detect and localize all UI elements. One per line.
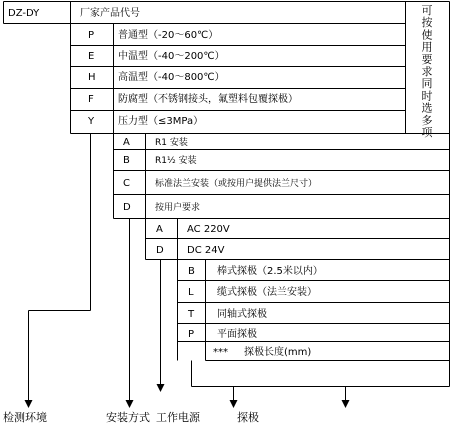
probe-label: 同轴式探极 <box>217 309 267 320</box>
power-label: AC 220V <box>187 224 230 235</box>
header-title: 厂家产品代号 <box>80 8 140 19</box>
env-code: P <box>88 30 95 41</box>
env-label: 防腐型（不锈钢接头，氟塑料包覆探极） <box>118 94 298 105</box>
env-label: 压力型（≤3MPa） <box>118 116 204 127</box>
env-code: E <box>88 51 95 62</box>
env-label: 高温型（-40～800℃） <box>118 72 225 83</box>
bottom-label: 探极 <box>237 411 259 424</box>
section-environment <box>87 28 298 127</box>
probe-label: 缆式探极（法兰安装） <box>217 287 317 298</box>
power-label: DC 24V <box>187 245 225 256</box>
bottom-label: 安装方式 <box>106 411 150 424</box>
power-code: A <box>156 224 163 235</box>
probe-code: L <box>188 287 194 298</box>
section-power <box>156 224 230 256</box>
length-label: 探极长度(mm) <box>244 347 312 358</box>
probe-code: B <box>188 266 195 277</box>
install-code: D <box>123 202 131 213</box>
model-code: DZ-DY <box>8 8 40 19</box>
install-code: A <box>123 137 130 148</box>
install-label: R1 安装 <box>155 138 188 148</box>
env-label: 普通型（-20～60℃） <box>118 30 219 41</box>
bottom-label: 工作电源 <box>156 411 200 424</box>
probe-label: 棒式探极（2.5米以内） <box>217 266 323 277</box>
probe-code: P <box>188 329 195 340</box>
install-code: B <box>123 155 130 166</box>
env-code: F <box>88 94 94 105</box>
probe-label: 平面探极 <box>217 329 257 340</box>
env-code: H <box>88 72 96 83</box>
install-label: R1½ 安装 <box>155 156 197 166</box>
power-code: D <box>156 245 164 256</box>
env-code: Y <box>88 116 95 127</box>
install-code: C <box>123 178 130 189</box>
install-label: 标准法兰安装（或按用户提供法兰尺寸） <box>155 179 318 189</box>
env-label: 中温型（-40～200℃） <box>118 51 225 62</box>
section-installation <box>123 136 317 213</box>
side-note-vertical: 可按使用要求同时选多项 <box>421 4 433 139</box>
install-label: 按用户要求 <box>155 203 201 213</box>
probe-code: T <box>188 309 195 320</box>
length-code: *** <box>213 347 228 358</box>
bottom-labels <box>3 410 259 424</box>
bottom-label: 检测环境 <box>3 411 47 424</box>
